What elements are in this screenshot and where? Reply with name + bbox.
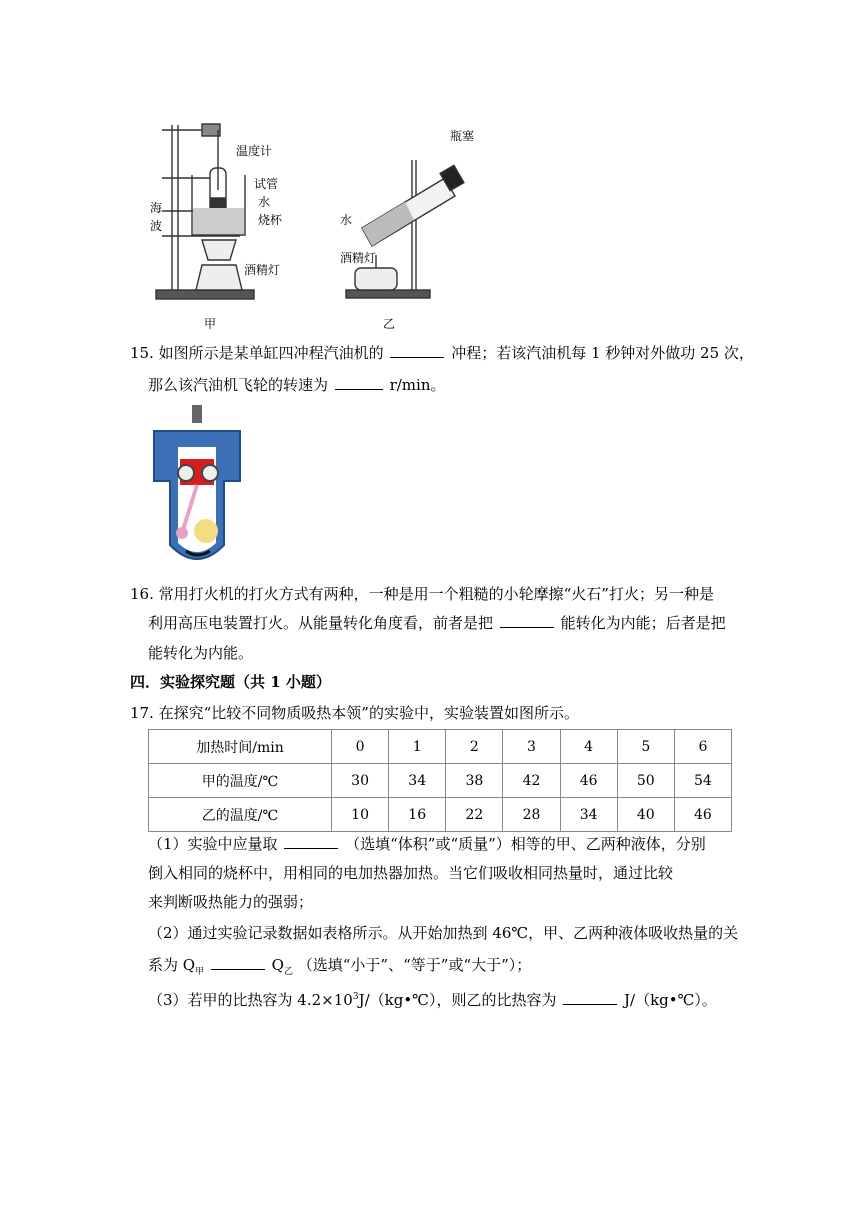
- table-cell: 2: [446, 730, 503, 764]
- table-cell: 甲的温度/℃: [149, 764, 332, 798]
- label-beaker: 烧杯: [258, 213, 283, 227]
- apparatus-yi: [346, 160, 464, 298]
- apparatus-yi-labels: [340, 129, 474, 331]
- q15-blank-stroke[interactable]: [390, 343, 444, 358]
- q17-p1-text-b: （选填“体积”或“质量”）相等的甲、乙两种液体，分别: [345, 835, 706, 853]
- q16-blank-energy[interactable]: [500, 613, 554, 628]
- table-cell: 16: [389, 798, 446, 832]
- label-alcohol-lamp-yi: 酒精灯: [340, 251, 377, 265]
- q17-p2-text-b: Q: [271, 956, 284, 974]
- q16-line1: 16. 常用打火机的打火方式有两种，一种是用一个粗糙的小轮摩擦“火石”打火；另一种是: [130, 585, 714, 603]
- table-cell: 1: [389, 730, 446, 764]
- table-cell: 28: [503, 798, 560, 832]
- q16-text-a: 利用高压电装置打火。从能量转化角度看，前者是把: [148, 614, 494, 632]
- table-cell: 22: [446, 798, 503, 832]
- table-cell: 42: [503, 764, 560, 798]
- table-cell: 4: [560, 730, 617, 764]
- q16-line3: 能转化为内能。: [148, 644, 254, 662]
- apparatus-jia-labels: [150, 143, 283, 331]
- table-cell: 10: [332, 798, 389, 832]
- q17-p3-text-c: J/（kg•℃）。: [624, 991, 717, 1009]
- q17-part2-line1: （2）通过实验记录数据如表格所示。从开始加热到 46℃，甲、乙两种液体吸收热量的关: [148, 924, 739, 942]
- table-cell: 34: [389, 764, 446, 798]
- table-cell: 5: [617, 730, 674, 764]
- q17-part1-line2: 倒入相同的烧杯中，用相同的电加热器加热。当它们吸收相同热量时，通过比较: [148, 864, 674, 882]
- q17-p2-sub-yi: 乙: [283, 967, 293, 977]
- engine-figure: [150, 403, 245, 571]
- table-cell: 3: [503, 730, 560, 764]
- table-cell: 34: [560, 798, 617, 832]
- q17-p3-sup: 3: [352, 992, 359, 1002]
- q17-p3-text-b: J/（kg•℃），则乙的比热容为: [358, 991, 557, 1009]
- table-cell: 54: [674, 764, 731, 798]
- table-row: [149, 764, 732, 798]
- caption-yi: 乙: [383, 317, 396, 331]
- label-stopper: 瓶塞: [450, 129, 475, 143]
- table-cell: 乙的温度/℃: [149, 798, 332, 832]
- q17-blank-quantity[interactable]: [284, 834, 338, 849]
- caption-jia: 甲: [204, 317, 217, 331]
- q16-text-b: 能转化为内能；后者是把: [560, 614, 726, 632]
- q17-blank-specific-heat[interactable]: [563, 990, 617, 1005]
- label-water: 水: [258, 195, 271, 209]
- q17-part1-line3: 来判断吸热能力的强弱；: [148, 893, 314, 911]
- q15-text-a: 15. 如图所示是某单缸四冲程汽油机的: [130, 344, 384, 362]
- experiment-apparatus-figure: [150, 110, 480, 335]
- section-4-title: 四．实验探究题（共 1 小题）: [130, 673, 331, 691]
- temperature-table: [148, 729, 732, 832]
- q17-p3-text-a: （3）若甲的比热容为 4.2×10: [148, 991, 353, 1009]
- q17-stem: 17. 在探究“比较不同物质吸热本领”的实验中，实验装置如图所示。: [130, 704, 579, 722]
- q15-line1: [130, 342, 754, 364]
- label-alcohol-lamp: 酒精灯: [244, 263, 281, 277]
- q17-p2-text-c: （选填“小于”、“等于”或“大于”）；: [297, 956, 532, 974]
- q15-line2: [148, 374, 445, 396]
- q15-text-d: r/min。: [389, 376, 446, 394]
- q17-p2-sub-jia: 甲: [195, 967, 205, 977]
- label-test-tube: 试管: [254, 177, 279, 191]
- q15-blank-rpm[interactable]: [335, 375, 383, 390]
- label-bo: 波: [150, 219, 163, 233]
- table-row: [149, 730, 732, 764]
- table-cell: 加热时间/min: [149, 730, 332, 764]
- q16-line2: [148, 612, 726, 634]
- q17-p1-text-a: （1）实验中应量取: [148, 835, 278, 853]
- q15-text-c: 那么该汽油机飞轮的转速为: [148, 376, 329, 394]
- label-thermometer: 温度计: [236, 144, 273, 158]
- table-cell: 50: [617, 764, 674, 798]
- label-hai: 海: [150, 201, 163, 215]
- q17-p2-text-a: 系为 Q: [148, 956, 196, 974]
- table-cell: 46: [674, 798, 731, 832]
- table-cell: 6: [674, 730, 731, 764]
- q17-part1-line1: [148, 833, 706, 855]
- table-cell: 40: [617, 798, 674, 832]
- table-cell: 30: [332, 764, 389, 798]
- table-cell: 38: [446, 764, 503, 798]
- q15-text-b: 冲程；若该汽油机每 1 秒钟对外做功 25 次，: [451, 344, 754, 362]
- q17-blank-compare[interactable]: [211, 955, 265, 970]
- label-water-yi: 水: [340, 213, 353, 227]
- q17-part2-line2: [148, 954, 531, 983]
- q17-part3: [148, 986, 717, 1011]
- table-cell: 46: [560, 764, 617, 798]
- table-row: [149, 798, 732, 832]
- table-cell: 0: [332, 730, 389, 764]
